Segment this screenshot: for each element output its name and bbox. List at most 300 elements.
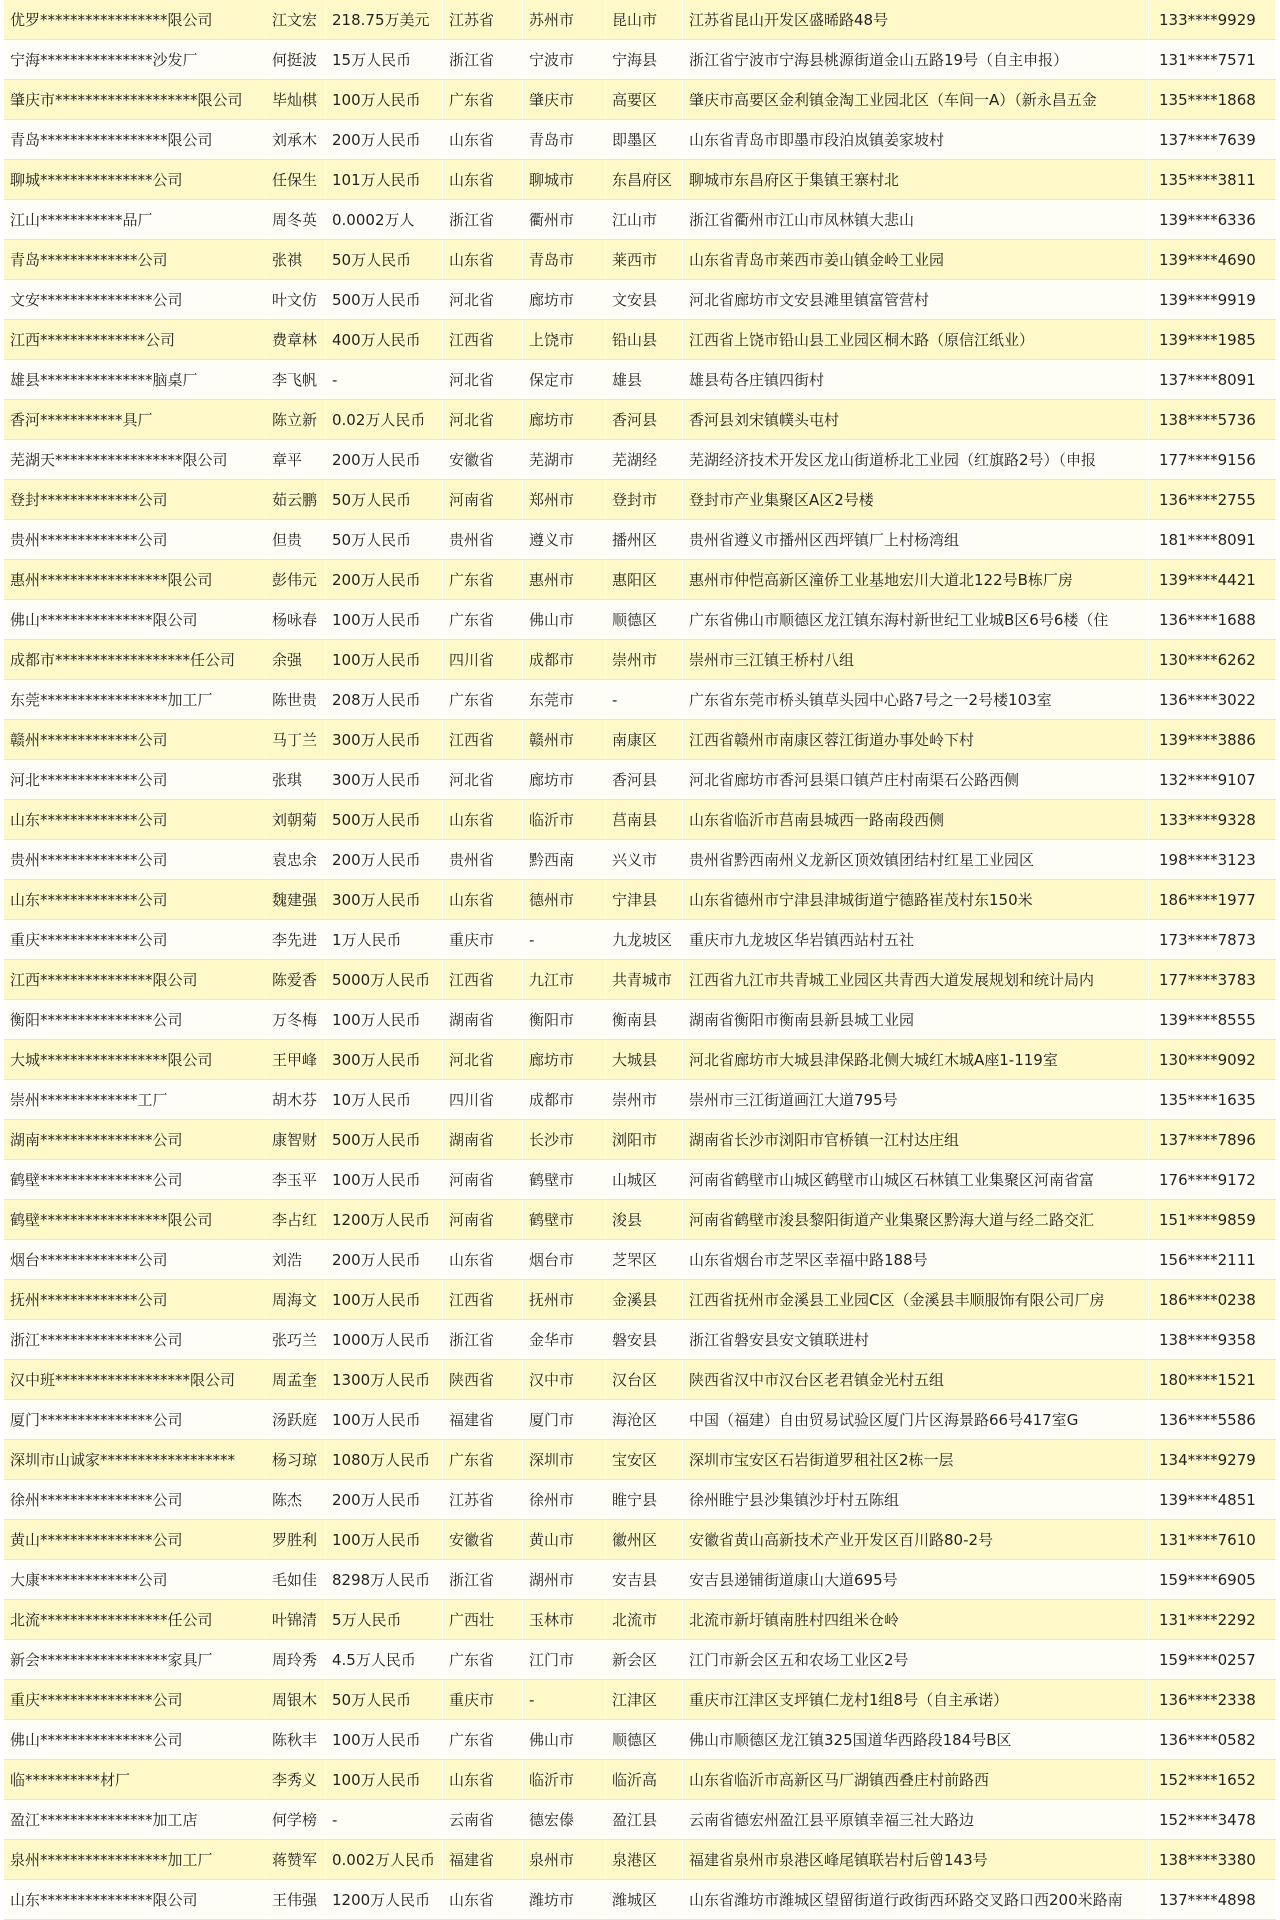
table-row (4, 400, 1276, 440)
legal-person-cell: 任保生 (266, 160, 326, 199)
county-cell: 宁海县 (606, 40, 683, 79)
legal-person-cell: 陈世贵 (266, 680, 326, 719)
phone-cell: 130****9092 (1149, 1040, 1276, 1079)
county-cell: 江津区 (606, 1680, 683, 1719)
city-cell: 佛山市 (523, 600, 606, 639)
city-cell: 湖州市 (523, 1560, 606, 1599)
city-cell: 廊坊市 (523, 400, 606, 439)
table-row (4, 1320, 1276, 1360)
company-name-cell: 新会*****************家具厂 (4, 1640, 266, 1679)
address-cell: 贵州省黔西南州义龙新区顶效镇团结村红星工业园区 (683, 840, 1149, 879)
table-row (4, 1400, 1276, 1440)
legal-person-cell: 周海文 (266, 1280, 326, 1319)
company-name-cell: 江西**************公司 (4, 320, 266, 359)
city-cell: 佛山市 (523, 1720, 606, 1759)
address-cell: 重庆市江津区支坪镇仁龙村1组8号（自主承诺） (683, 1680, 1149, 1719)
table-row (4, 200, 1276, 240)
phone-cell: 136****2338 (1149, 1680, 1276, 1719)
registered-capital-cell: 50万人民币 (326, 1680, 443, 1719)
city-cell: 临沂市 (523, 1760, 606, 1799)
table-row (4, 440, 1276, 480)
province-cell: 山东省 (443, 800, 523, 839)
county-cell: 江山市 (606, 200, 683, 239)
province-cell: 陕西省 (443, 1360, 523, 1399)
registered-capital-cell: 1200万人民币 (326, 1880, 443, 1919)
table-row (4, 1240, 1276, 1280)
phone-cell: 136****5586 (1149, 1400, 1276, 1439)
phone-cell: 136****1688 (1149, 600, 1276, 639)
city-cell: 玉林市 (523, 1600, 606, 1639)
registered-capital-cell: 200万人民币 (326, 1240, 443, 1279)
address-cell: 江西省抚州市金溪县工业园C区（金溪县丰顺服饰有限公司厂房 (683, 1280, 1149, 1319)
company-name-cell: 佛山***************公司 (4, 1720, 266, 1759)
table-row (4, 1480, 1276, 1520)
address-cell: 江门市新会区五和农场工业区2号 (683, 1640, 1149, 1679)
county-cell: 泉港区 (606, 1840, 683, 1879)
legal-person-cell: 张巧兰 (266, 1320, 326, 1359)
city-cell: 惠州市 (523, 560, 606, 599)
company-name-cell: 大康*************公司 (4, 1560, 266, 1599)
table-row (4, 1440, 1276, 1480)
address-cell: 芜湖经济技术开发区龙山街道桥北工业园（红旗路2号）（申报 (683, 440, 1149, 479)
city-cell: 保定市 (523, 360, 606, 399)
legal-person-cell: 杨咏春 (266, 600, 326, 639)
table-row (4, 240, 1276, 280)
address-cell: 浙江省磐安县安文镇联进村 (683, 1320, 1149, 1359)
city-cell: 抚州市 (523, 1280, 606, 1319)
legal-person-cell: 陈爱香 (266, 960, 326, 999)
county-cell: 金溪县 (606, 1280, 683, 1319)
address-cell: 山东省德州市宁津县津城街道宁德路崔茂村东150米 (683, 880, 1149, 919)
registered-capital-cell: 1300万人民币 (326, 1360, 443, 1399)
county-cell: 顺德区 (606, 600, 683, 639)
address-cell: 安徽省黄山高新技术产业开发区百川路80-2号 (683, 1520, 1149, 1559)
legal-person-cell: 刘承木 (266, 120, 326, 159)
city-cell: 廊坊市 (523, 280, 606, 319)
registered-capital-cell: 1080万人民币 (326, 1440, 443, 1479)
registered-capital-cell: 1000万人民币 (326, 1320, 443, 1359)
province-cell: 湖南省 (443, 1000, 523, 1039)
county-cell: 九龙坡区 (606, 920, 683, 959)
province-cell: 江苏省 (443, 1480, 523, 1519)
phone-cell: 132****9107 (1149, 760, 1276, 799)
company-name-cell: 聊城***************公司 (4, 160, 266, 199)
province-cell: 广东省 (443, 1640, 523, 1679)
company-name-cell: 肇庆市*******************限公司 (4, 80, 266, 119)
county-cell: 崇州市 (606, 1080, 683, 1119)
company-name-cell: 衡阳***************公司 (4, 1000, 266, 1039)
province-cell: 广东省 (443, 80, 523, 119)
legal-person-cell: 蒋赞军 (266, 1840, 326, 1879)
registered-capital-cell: 200万人民币 (326, 120, 443, 159)
legal-person-cell: 袁忠余 (266, 840, 326, 879)
address-cell: 山东省潍坊市潍城区望留街道行政街西环路交叉路口西200米路南 (683, 1880, 1149, 1919)
company-name-cell: 宁海***************沙发厂 (4, 40, 266, 79)
address-cell: 河南省鹤壁市浚县黎阳街道产业集聚区黔海大道与经二路交汇 (683, 1200, 1149, 1239)
province-cell: 山东省 (443, 120, 523, 159)
province-cell: 山东省 (443, 1760, 523, 1799)
province-cell: 四川省 (443, 640, 523, 679)
company-name-cell: 文安***************公司 (4, 280, 266, 319)
county-cell: 登封市 (606, 480, 683, 519)
registered-capital-cell: 4.5万人民币 (326, 1640, 443, 1679)
city-cell: 衡阳市 (523, 1000, 606, 1039)
city-cell: 衢州市 (523, 200, 606, 239)
address-cell: 山东省烟台市芝罘区幸福中路188号 (683, 1240, 1149, 1279)
city-cell: 黄山市 (523, 1520, 606, 1559)
company-name-cell: 贵州*************公司 (4, 520, 266, 559)
address-cell: 广东省佛山市顺德区龙江镇东海村新世纪工业城B区6号6楼（住 (683, 600, 1149, 639)
city-cell: 汉中市 (523, 1360, 606, 1399)
county-cell: 山城区 (606, 1160, 683, 1199)
table-row (4, 1040, 1276, 1080)
company-name-cell: 惠州*****************限公司 (4, 560, 266, 599)
phone-cell: 136****3022 (1149, 680, 1276, 719)
address-cell: 江苏省昆山开发区盛晞路48号 (683, 0, 1149, 39)
city-cell: 鹤壁市 (523, 1160, 606, 1199)
phone-cell: 138****3380 (1149, 1840, 1276, 1879)
registered-capital-cell: 0.002万人民币 (326, 1840, 443, 1879)
city-cell: 肇庆市 (523, 80, 606, 119)
county-cell: 崇州市 (606, 640, 683, 679)
registered-capital-cell: 101万人民币 (326, 160, 443, 199)
company-name-cell: 佛山***************限公司 (4, 600, 266, 639)
company-name-cell: 山东***************限公司 (4, 1880, 266, 1919)
province-cell: 重庆市 (443, 1680, 523, 1719)
company-name-cell: 湖南***************公司 (4, 1120, 266, 1159)
phone-cell: 131****2292 (1149, 1600, 1276, 1639)
company-name-cell: 泉州*****************加工厂 (4, 1840, 266, 1879)
city-cell: 东莞市 (523, 680, 606, 719)
phone-cell: 186****0238 (1149, 1280, 1276, 1319)
province-cell: 河北省 (443, 400, 523, 439)
legal-person-cell: 陈秋丰 (266, 1720, 326, 1759)
company-name-cell: 临**********材厂 (4, 1760, 266, 1799)
province-cell: 广东省 (443, 680, 523, 719)
address-cell: 山东省青岛市莱西市姜山镇金岭工业园 (683, 240, 1149, 279)
address-cell: 浙江省衢州市江山市凤林镇大悲山 (683, 200, 1149, 239)
registered-capital-cell: 100万人民币 (326, 1400, 443, 1439)
city-cell: 江门市 (523, 1640, 606, 1679)
legal-person-cell: 汤跃庭 (266, 1400, 326, 1439)
registered-capital-cell: 400万人民币 (326, 320, 443, 359)
phone-cell: 133****9328 (1149, 800, 1276, 839)
table-row (4, 1000, 1276, 1040)
company-name-cell: 芜湖天*****************限公司 (4, 440, 266, 479)
county-cell: 浏阳市 (606, 1120, 683, 1159)
province-cell: 浙江省 (443, 40, 523, 79)
phone-cell: 139****1985 (1149, 320, 1276, 359)
province-cell: 河北省 (443, 280, 523, 319)
address-cell: 雄县苟各庄镇四街村 (683, 360, 1149, 399)
company-name-cell: 重庆***************公司 (4, 1680, 266, 1719)
legal-person-cell: 张祺 (266, 240, 326, 279)
table-row (4, 1680, 1276, 1720)
city-cell: 徐州市 (523, 1480, 606, 1519)
city-cell: 郑州市 (523, 480, 606, 519)
city-cell: 上饶市 (523, 320, 606, 359)
county-cell: 顺德区 (606, 1720, 683, 1759)
registered-capital-cell: 15万人民币 (326, 40, 443, 79)
phone-cell: 130****6262 (1149, 640, 1276, 679)
county-cell: 即墨区 (606, 120, 683, 159)
company-name-cell: 重庆*************公司 (4, 920, 266, 959)
province-cell: 江西省 (443, 960, 523, 999)
province-cell: 广东省 (443, 1720, 523, 1759)
legal-person-cell: 刘浩 (266, 1240, 326, 1279)
registered-capital-cell: 100万人民币 (326, 1000, 443, 1039)
city-cell: 厦门市 (523, 1400, 606, 1439)
legal-person-cell: 罗胜利 (266, 1520, 326, 1559)
province-cell: 贵州省 (443, 840, 523, 879)
county-cell: 南康区 (606, 720, 683, 759)
legal-person-cell: 余强 (266, 640, 326, 679)
table-row (4, 720, 1276, 760)
table-row (4, 920, 1276, 960)
registered-capital-cell: 200万人民币 (326, 1480, 443, 1519)
registered-capital-cell: 0.0002万人 (326, 200, 443, 239)
table-row (4, 1640, 1276, 1680)
company-name-cell: 东莞*****************加工厂 (4, 680, 266, 719)
county-cell: 临沂高 (606, 1760, 683, 1799)
table-row (4, 1720, 1276, 1760)
company-name-cell: 登封*************公司 (4, 480, 266, 519)
county-cell: 莒南县 (606, 800, 683, 839)
phone-cell: 131****7571 (1149, 40, 1276, 79)
phone-cell: 133****9929 (1149, 0, 1276, 39)
legal-person-cell: 马丁兰 (266, 720, 326, 759)
table-row (4, 1560, 1276, 1600)
province-cell: 云南省 (443, 1800, 523, 1839)
phone-cell: 136****2755 (1149, 480, 1276, 519)
address-cell: 湖南省长沙市浏阳市官桥镇一江村达庄组 (683, 1120, 1149, 1159)
county-cell: 铅山县 (606, 320, 683, 359)
registered-capital-cell: 100万人民币 (326, 80, 443, 119)
phone-cell: 177****3783 (1149, 960, 1276, 999)
company-name-cell: 贵州*************公司 (4, 840, 266, 879)
county-cell: 安吉县 (606, 1560, 683, 1599)
county-cell: 香河县 (606, 760, 683, 799)
company-name-cell: 赣州*************公司 (4, 720, 266, 759)
province-cell: 河南省 (443, 480, 523, 519)
province-cell: 四川省 (443, 1080, 523, 1119)
phone-cell: 134****9279 (1149, 1440, 1276, 1479)
phone-cell: 136****0582 (1149, 1720, 1276, 1759)
company-name-cell: 成都市******************任公司 (4, 640, 266, 679)
phone-cell: 135****3811 (1149, 160, 1276, 199)
phone-cell: 159****6905 (1149, 1560, 1276, 1599)
legal-person-cell: 杨习琼 (266, 1440, 326, 1479)
address-cell: 崇州市三江镇王桥村八组 (683, 640, 1149, 679)
registered-capital-cell: 100万人民币 (326, 1280, 443, 1319)
registered-capital-cell: 100万人民币 (326, 600, 443, 639)
legal-person-cell: 张琪 (266, 760, 326, 799)
table-row (4, 560, 1276, 600)
legal-person-cell: 江文宏 (266, 0, 326, 39)
table-row (4, 480, 1276, 520)
city-cell: 成都市 (523, 640, 606, 679)
company-name-cell: 厦门***************公司 (4, 1400, 266, 1439)
registered-capital-cell: 200万人民币 (326, 840, 443, 879)
legal-person-cell: 叶文仿 (266, 280, 326, 319)
registered-capital-cell: 50万人民币 (326, 520, 443, 559)
province-cell: 安徽省 (443, 1520, 523, 1559)
county-cell: 磐安县 (606, 1320, 683, 1359)
legal-person-cell: 叶锦清 (266, 1600, 326, 1639)
address-cell: 浙江省宁波市宁海县桃源街道金山五路19号（自主申报） (683, 40, 1149, 79)
address-cell: 深圳市宝安区石岩街道罗租社区2栋一层 (683, 1440, 1149, 1479)
address-cell: 云南省德宏州盈江县平原镇幸福三社大路边 (683, 1800, 1149, 1839)
company-name-cell: 崇州*************工厂 (4, 1080, 266, 1119)
province-cell: 江西省 (443, 1280, 523, 1319)
city-cell: - (523, 920, 606, 959)
registered-capital-cell: 10万人民币 (326, 1080, 443, 1119)
phone-cell: 131****7610 (1149, 1520, 1276, 1559)
legal-person-cell: 费章林 (266, 320, 326, 359)
legal-person-cell: 何挺波 (266, 40, 326, 79)
address-cell: 山东省临沂市高新区马厂湖镇西叠庄村前路西 (683, 1760, 1149, 1799)
address-cell: 河南省鹤壁市山城区鹤壁市山城区石林镇工业集聚区河南省富 (683, 1160, 1149, 1199)
phone-cell: 198****3123 (1149, 840, 1276, 879)
legal-person-cell: 王甲峰 (266, 1040, 326, 1079)
legal-person-cell: 王伟强 (266, 1880, 326, 1919)
company-name-cell: 深圳市山诚家****************** (4, 1440, 266, 1479)
county-cell: 盈江县 (606, 1800, 683, 1839)
province-cell: 江西省 (443, 320, 523, 359)
company-name-cell: 盈江***************加工店 (4, 1800, 266, 1839)
city-cell: 廊坊市 (523, 760, 606, 799)
legal-person-cell: 周冬英 (266, 200, 326, 239)
legal-person-cell: 但贵 (266, 520, 326, 559)
county-cell: 雄县 (606, 360, 683, 399)
address-cell: 河北省廊坊市香河县渠口镇芦庄村南渠石公路西侧 (683, 760, 1149, 799)
county-cell: 宁津县 (606, 880, 683, 919)
legal-person-cell: 何学榜 (266, 1800, 326, 1839)
table-row (4, 120, 1276, 160)
address-cell: 陕西省汉中市汉台区老君镇金光村五组 (683, 1360, 1149, 1399)
county-cell: 惠阳区 (606, 560, 683, 599)
province-cell: 福建省 (443, 1840, 523, 1879)
phone-cell: 137****4898 (1149, 1880, 1276, 1919)
phone-cell: 181****8091 (1149, 520, 1276, 559)
city-cell: 烟台市 (523, 1240, 606, 1279)
registered-capital-cell: 100万人民币 (326, 1720, 443, 1759)
table-row (4, 80, 1276, 120)
phone-cell: 186****1977 (1149, 880, 1276, 919)
company-name-cell: 浙江***************公司 (4, 1320, 266, 1359)
company-name-cell: 河北*************公司 (4, 760, 266, 799)
registered-capital-cell: - (326, 360, 443, 399)
registered-capital-cell: 100万人民币 (326, 1160, 443, 1199)
company-name-cell: 鹤壁*****************限公司 (4, 1200, 266, 1239)
phone-cell: 139****4690 (1149, 240, 1276, 279)
table-row (4, 1840, 1276, 1880)
legal-person-cell: 万冬梅 (266, 1000, 326, 1039)
legal-person-cell: 毛如佳 (266, 1560, 326, 1599)
province-cell: 山东省 (443, 1880, 523, 1919)
phone-cell: 177****9156 (1149, 440, 1276, 479)
address-cell: 肇庆市高要区金利镇金淘工业园北区（车间一A）（新永昌五金 (683, 80, 1149, 119)
province-cell: 山东省 (443, 880, 523, 919)
registered-capital-cell: 500万人民币 (326, 1120, 443, 1159)
table-row (4, 760, 1276, 800)
legal-person-cell: 周银木 (266, 1680, 326, 1719)
table-row (4, 1120, 1276, 1160)
address-cell: 河北省廊坊市大城县津保路北侧大城红木城A座1-119室 (683, 1040, 1149, 1079)
table-row (4, 1520, 1276, 1560)
address-cell: 湖南省衡阳市衡南县新县城工业园 (683, 1000, 1149, 1039)
province-cell: 河北省 (443, 1040, 523, 1079)
registered-capital-cell: 100万人民币 (326, 1760, 443, 1799)
legal-person-cell: 李先进 (266, 920, 326, 959)
company-name-cell: 青岛*****************限公司 (4, 120, 266, 159)
table-row (4, 280, 1276, 320)
county-cell: 共青城市 (606, 960, 683, 999)
company-name-cell: 江西***************限公司 (4, 960, 266, 999)
company-name-cell: 抚州*************公司 (4, 1280, 266, 1319)
legal-person-cell: 周玲秀 (266, 1640, 326, 1679)
registered-capital-cell: 300万人民币 (326, 720, 443, 759)
legal-person-cell: 陈立新 (266, 400, 326, 439)
company-name-cell: 鹤壁***************公司 (4, 1160, 266, 1199)
county-cell: 新会区 (606, 1640, 683, 1679)
phone-cell: 173****7873 (1149, 920, 1276, 959)
province-cell: 浙江省 (443, 1320, 523, 1359)
legal-person-cell: 魏建强 (266, 880, 326, 919)
phone-cell: 152****3478 (1149, 1800, 1276, 1839)
province-cell: 贵州省 (443, 520, 523, 559)
city-cell: 九江市 (523, 960, 606, 999)
county-cell: 徽州区 (606, 1520, 683, 1559)
legal-person-cell: 康智财 (266, 1120, 326, 1159)
address-cell: 登封市产业集聚区A区2号楼 (683, 480, 1149, 519)
phone-cell: 135****1868 (1149, 80, 1276, 119)
province-cell: 河北省 (443, 760, 523, 799)
table-row (4, 1880, 1276, 1920)
registered-capital-cell: 300万人民币 (326, 1040, 443, 1079)
phone-cell: 137****8091 (1149, 360, 1276, 399)
address-cell: 山东省临沂市莒南县城西一路南段西侧 (683, 800, 1149, 839)
phone-cell: 139****9919 (1149, 280, 1276, 319)
table-row (4, 520, 1276, 560)
legal-person-cell: 毕灿棋 (266, 80, 326, 119)
city-cell: 德州市 (523, 880, 606, 919)
province-cell: 河南省 (443, 1160, 523, 1199)
phone-cell: 139****8555 (1149, 1000, 1276, 1039)
province-cell: 浙江省 (443, 200, 523, 239)
table-row (4, 1800, 1276, 1840)
address-cell: 福建省泉州市泉港区峰尾镇联岩村后曾143号 (683, 1840, 1149, 1879)
legal-person-cell: 刘朝菊 (266, 800, 326, 839)
county-cell: - (606, 680, 683, 719)
county-cell: 高要区 (606, 80, 683, 119)
address-cell: 广东省东莞市桥头镇草头园中心路7号之一2号楼103室 (683, 680, 1149, 719)
table-row (4, 880, 1276, 920)
phone-cell: 139****6336 (1149, 200, 1276, 239)
phone-cell: 137****7639 (1149, 120, 1276, 159)
phone-cell: 135****1635 (1149, 1080, 1276, 1119)
county-cell: 睢宁县 (606, 1480, 683, 1519)
registered-capital-cell: 8298万人民币 (326, 1560, 443, 1599)
registered-capital-cell: 500万人民币 (326, 280, 443, 319)
registered-capital-cell: 200万人民币 (326, 560, 443, 599)
county-cell: 海沧区 (606, 1400, 683, 1439)
city-cell: 芜湖市 (523, 440, 606, 479)
address-cell: 北流市新圩镇南胜村四组米仓岭 (683, 1600, 1149, 1639)
company-name-cell: 山东*************公司 (4, 800, 266, 839)
table-row (4, 1600, 1276, 1640)
city-cell: 廊坊市 (523, 1040, 606, 1079)
